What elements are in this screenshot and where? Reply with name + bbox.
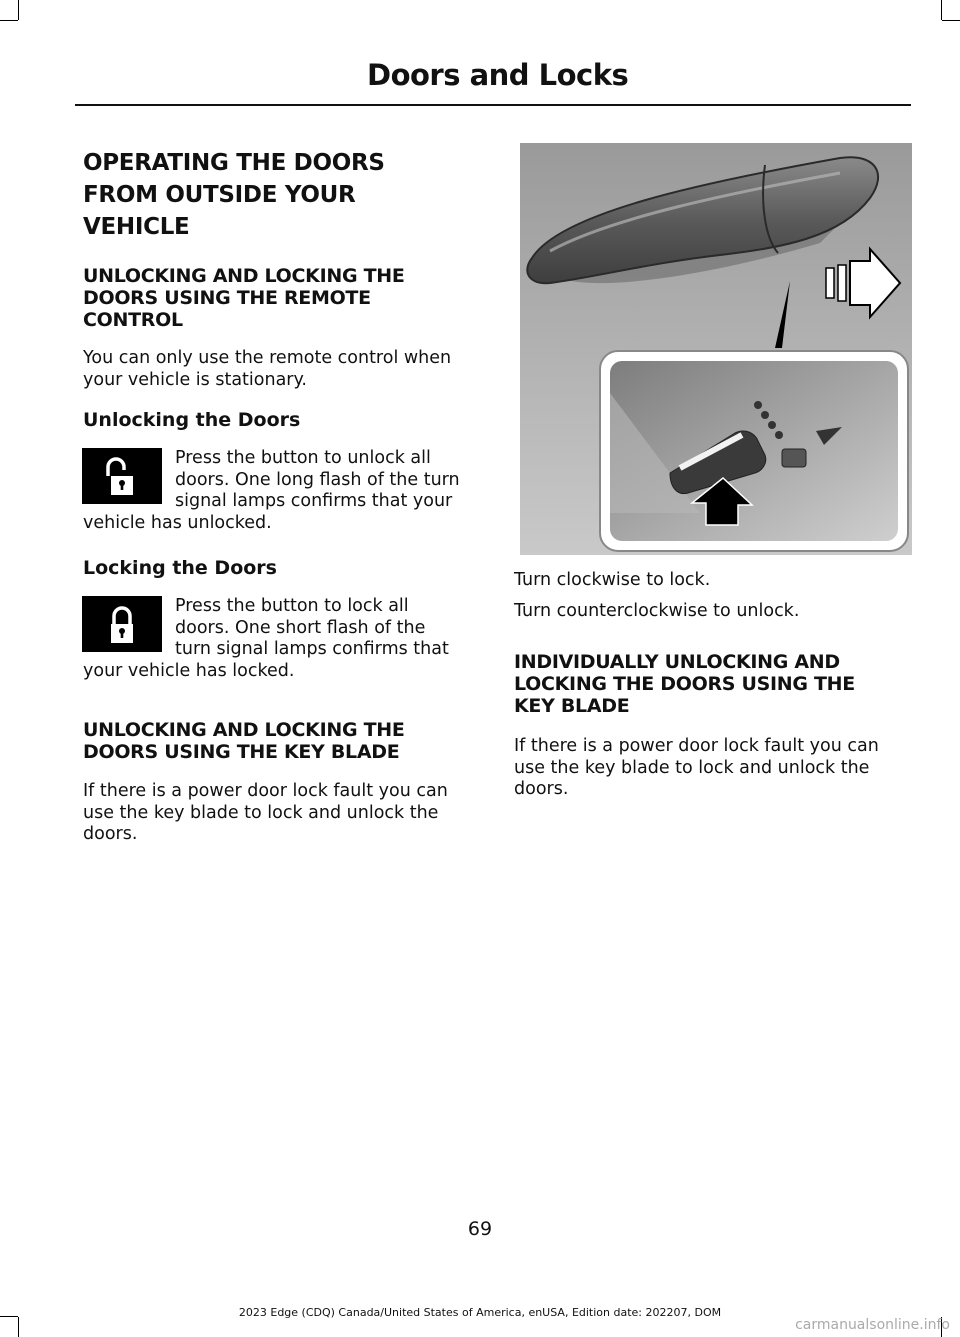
page-number: 69 — [467, 1218, 493, 1240]
page-header-title: Doors and Locks — [367, 58, 629, 92]
crop-mark — [0, 20, 18, 21]
individual-key-blade-text: If there is a power door lock fault you can use the key blade to lock and unlock the doors. — [514, 736, 879, 799]
individual-key-blade-heading: INDIVIDUALLY UNLOCKING AND LOCKING THE DOORS USING THE KEY BLADE — [514, 651, 855, 717]
crop-mark — [942, 20, 960, 21]
key-blade-heading: UNLOCKING AND LOCKING THE DOORS USING THE KEY BLADE — [83, 719, 405, 763]
unlocking-text: Press the button to unlock all doors. One long flash of the turn signal lamps confirms that your vehicle has unlocked. — [83, 448, 460, 533]
watermark: carmanualsonline.info — [795, 1317, 950, 1333]
door-handle-illustration — [520, 143, 912, 555]
footer-edition-info: 2023 Edge (CDQ) Canada/United States of America, enUSA, Edition date: 202207, DOM — [238, 1306, 722, 1319]
crop-mark — [18, 0, 19, 20]
locking-heading: Locking the Doors — [83, 557, 277, 579]
locking-text: Press the button to lock all doors. One short flash of the turn signal lamps confirms that your vehicle has locked. — [83, 596, 449, 681]
header-divider — [75, 104, 911, 106]
turn-counterclockwise-text: Turn counterclockwise to unlock. — [514, 601, 800, 621]
turn-clockwise-text: Turn clockwise to lock. — [514, 570, 711, 590]
crop-mark — [941, 0, 942, 20]
section-title: OPERATING THE DOORS FROM OUTSIDE YOUR VEHICLE — [83, 150, 385, 240]
crop-mark — [18, 1317, 19, 1337]
key-blade-text: If there is a power door lock fault you can use the key blade to lock and unlock the doors. — [83, 781, 448, 844]
remote-heading: UNLOCKING AND LOCKING THE DOORS USING THE REMOTE CONTROL — [83, 265, 405, 331]
unlocking-heading: Unlocking the Doors — [83, 409, 301, 431]
remote-intro: You can only use the remote control when your vehicle is stationary. — [83, 348, 452, 390]
